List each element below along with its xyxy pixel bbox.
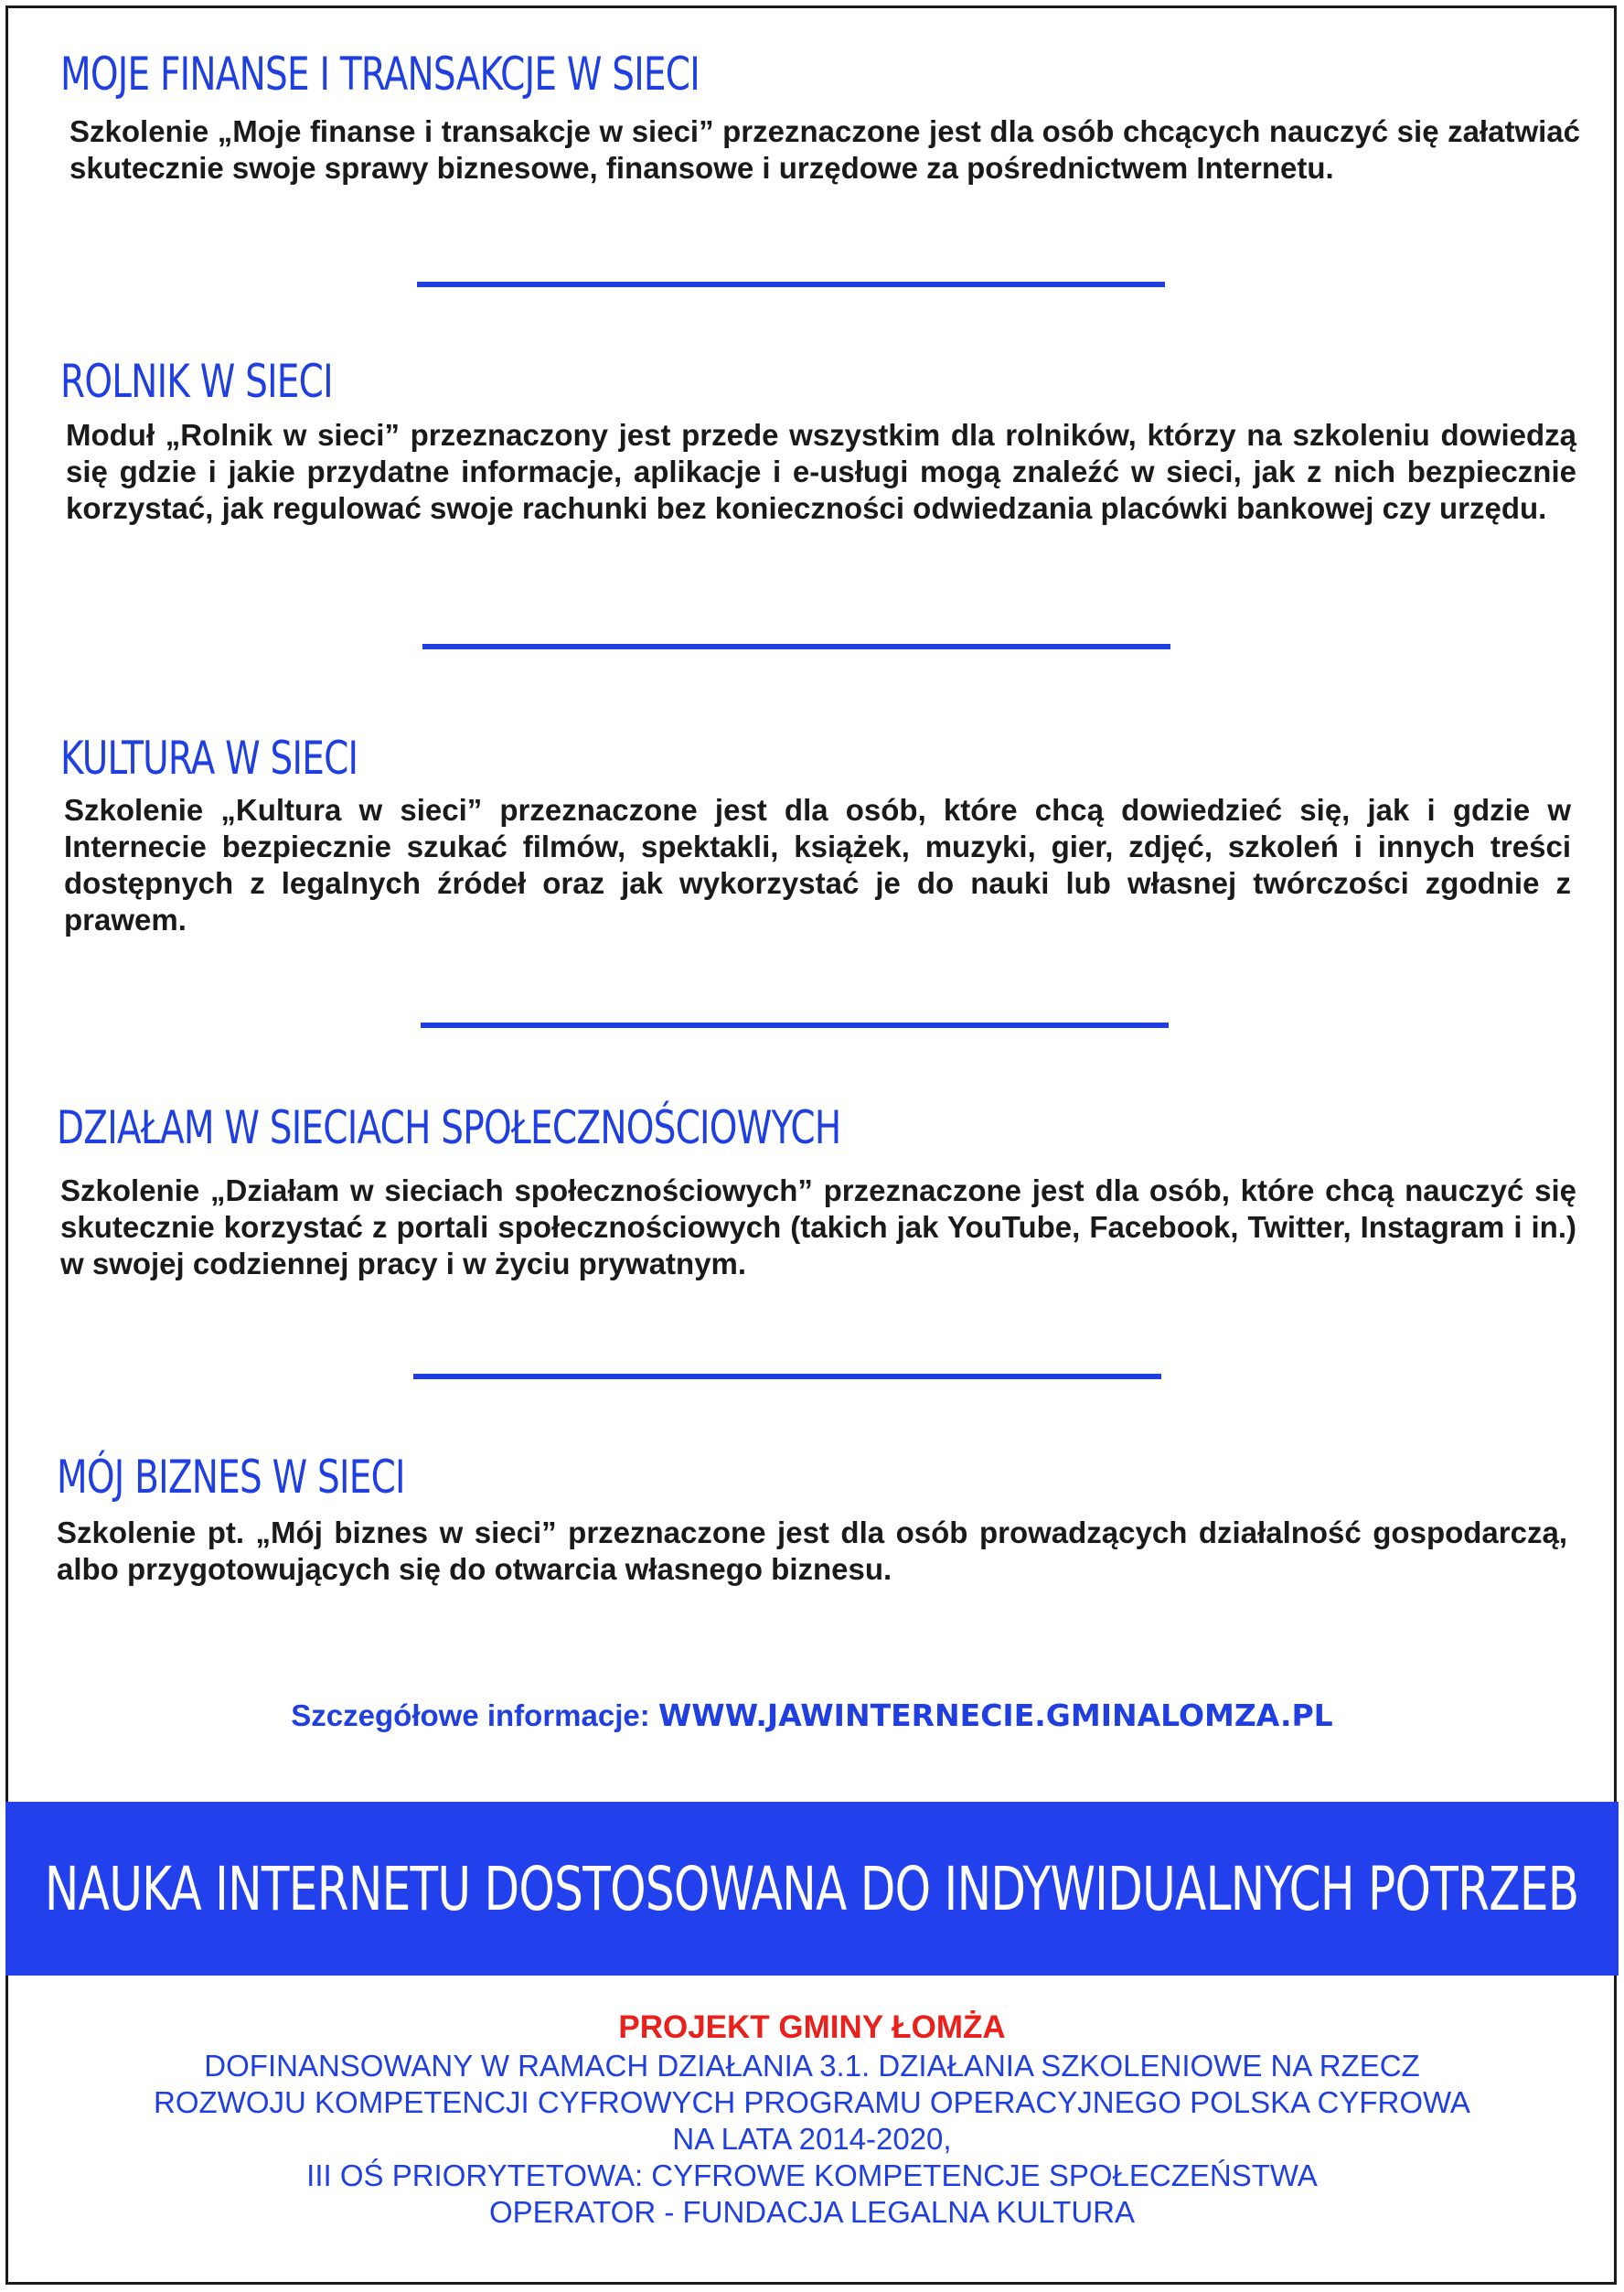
- footer-line: OPERATOR - FUNDACJA LEGALNA KULTURA: [489, 2195, 1135, 2229]
- project-footer: [0, 2008, 1624, 2231]
- section-body-kultura: Szkolenie „Kultura w sieci” przeznaczone jest dla osób, które chcą dowiedzieć się, jak i gdzie w Internecie bezpiecznie szukać filmów, spektakli, książek, muzyki, gier, zdjęć, szkoleń i innych treści dostępnych z legalnych źródeł oraz jak wykorzystać je do nauki lub własnej twórczości zgodnie z prawem.: [64, 793, 1571, 937]
- section-title-finanse: MOJE FINANSE I TRANSAKCJE W SIECI: [60, 48, 700, 101]
- slogan-banner: [5, 1802, 1619, 1976]
- section-title-rolnik: ROLNIK W SIECI: [60, 355, 333, 408]
- section-body-rolnik: Moduł „Rolnik w sieci” przeznaczony jest przede wszystkim dla rolników, którzy na szkoleniu dowiedzą się gdzie i jakie przydatne informacje, aplikacje i e-usługi mogą znaleźć w sieci, jak z nich bezpiecznie korzystać, jak regulować swoje rachunki bez konieczności odwiedzania placówki bankowej czy urzędu.: [66, 418, 1576, 525]
- section-title-spolecznosciowe: DZIAŁAM W SIECIACH SPOŁECZNOŚCIOWYCH: [57, 1101, 841, 1154]
- footer-line: ROZWOJU KOMPETENCJI CYFROWYCH PROGRAMU OPERACYJNEGO POLSKA CYFROWA: [154, 2085, 1470, 2119]
- section-divider: [417, 282, 1165, 287]
- section-body-biznes: Szkolenie pt. „Mój biznes w sieci” przeznaczone jest dla osób prowadzących działalność gospodarczą, albo przygotowujących się do otwarcia własnego biznesu.: [57, 1516, 1567, 1586]
- website-link[interactable]: WWW.JAWINTERNECIE.GMINALOMZA.PL: [657, 1698, 1333, 1733]
- project-name: PROJEKT GMINY ŁOMŻA: [618, 2009, 1006, 2045]
- section-body-spolecznosciowe: Szkolenie „Działam w sieciach społecznościowych” przeznaczone jest dla osób, które chcą nauczyć się skutecznie korzystać z portali społecznościowych (takich jak YouTube, Facebook, Twitter, Instagram i in.) w swojej codziennej pracy i w życiu prywatnym.: [60, 1173, 1576, 1280]
- section-divider: [413, 1374, 1161, 1379]
- footer-line: III OŚ PRIORYTETOWA: CYFROWE KOMPETENCJE SPOŁECZEŃSTWA: [306, 2158, 1318, 2192]
- section-body-finanse: Szkolenie „Moje finanse i transakcje w sieci” przeznaczone jest dla osób chcących nauczyć się załatwiać skutecznie swoje sprawy biznesowe, finansowe i urzędowe za pośrednictwem Internetu.: [69, 114, 1580, 185]
- section-title-biznes: MÓJ BIZNES W SIECI: [57, 1451, 405, 1504]
- section-divider: [421, 1023, 1169, 1028]
- banner-slogan: NAUKA INTERNETU DOSTOSOWANA DO INDYWIDUALNYCH POTRZEB: [45, 1853, 1579, 1924]
- footer-line: DOFINANSOWANY W RAMACH DZIAŁANIA 3.1. DZIAŁANIA SZKOLENIOWE NA RZECZ: [204, 2049, 1420, 2083]
- details-label: Szczegółowe informacje:: [291, 1698, 658, 1732]
- section-divider: [422, 644, 1170, 649]
- footer-line: NA LATA 2014-2020,: [672, 2122, 952, 2156]
- section-title-kultura: KULTURA W SIECI: [60, 732, 358, 785]
- details-info: [0, 1698, 1624, 1733]
